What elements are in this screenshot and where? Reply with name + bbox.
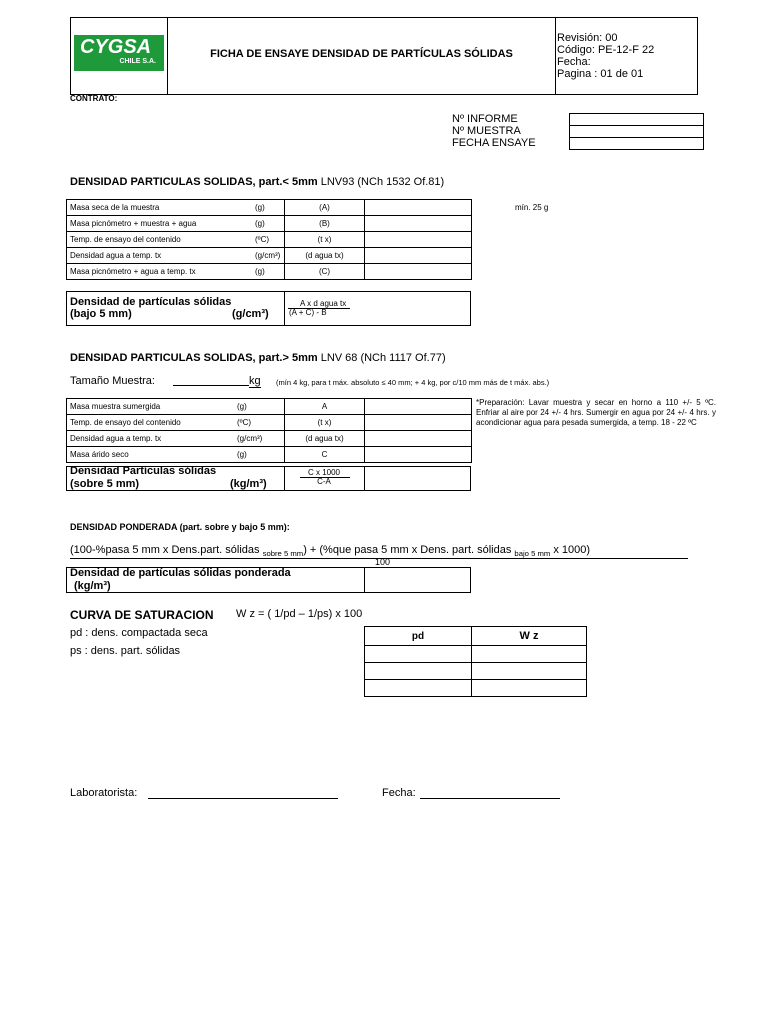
- section1-formula-bot: (A + C) - B: [289, 308, 327, 317]
- row-label-cell: [67, 415, 285, 431]
- preparation-note: *Preparación: Lavar muestra y secar en horno a 110 +/- 5 ºC. Enfriar al aire por 24 +/- 4 hrs. Sumergir en agua por 24 +/- 4 hrs. y acondicionar agua para pesada sumergida, a temp. 18 - 22 ºC: [476, 398, 716, 427]
- row-value-cell[interactable]: [365, 415, 472, 431]
- tamano-unit: kg: [249, 375, 261, 387]
- footer-fecha-field[interactable]: [420, 798, 560, 799]
- row-label-cell: [67, 248, 285, 264]
- section1-title-norm: LNV93 (NCh 1532 Of.81): [317, 176, 445, 188]
- section3-title: DENSIDAD PONDERADA (part. sobre y bajo 5 mm):: [70, 522, 290, 532]
- logo-text: CYGSA: [80, 36, 152, 58]
- revision-text: Revisión: 00: [557, 32, 618, 44]
- table-row: [67, 232, 472, 248]
- header-divider-2: [555, 17, 556, 95]
- section3-formula-sub2: bajo 5 mm: [514, 549, 551, 559]
- section3-formula-sub1: sobre 5 mm: [262, 549, 304, 559]
- row-label: Masa seca de la muestra: [70, 203, 160, 212]
- pd-definition: pd : dens. compactada seca: [70, 627, 208, 639]
- saturation-cell[interactable]: [472, 680, 587, 697]
- row-unit: (ºC): [237, 418, 252, 427]
- logo-subtext: CHILE S.A.: [119, 58, 156, 65]
- row-value-cell[interactable]: [365, 232, 472, 248]
- section4-title: CURVA DE SATURACION: [70, 608, 214, 622]
- row-symbol: (B): [285, 216, 365, 232]
- section3-formula-c: x 1000): [550, 544, 591, 556]
- section2-result-label-2: (sobre 5 mm): [70, 478, 140, 490]
- table-row: [67, 415, 472, 431]
- tamano-field[interactable]: [173, 385, 249, 386]
- row-label: Densidad agua a temp. tx: [70, 251, 162, 260]
- table-row: [67, 431, 472, 447]
- row-label-cell: [67, 200, 285, 216]
- min-mass-note: mín. 25 g: [515, 203, 549, 212]
- fecha-header-text: Fecha:: [557, 56, 591, 68]
- row-label: Masa picnómetro + muestra + agua: [70, 219, 197, 228]
- row-label-cell: [67, 216, 285, 232]
- row-value-cell[interactable]: [365, 200, 472, 216]
- row-value-cell[interactable]: [365, 447, 472, 463]
- section3-formula-b: ) + (%que pasa 5 mm x Dens. part. sólidas: [303, 544, 515, 556]
- section2-formula-top: C x 1000: [307, 468, 341, 477]
- row-label: Temp. de ensayo del contenido: [70, 235, 181, 244]
- row-unit: (g/cm³): [237, 434, 263, 443]
- footer-fecha-label: Fecha:: [382, 787, 416, 799]
- row-symbol: (t x): [285, 232, 365, 248]
- row-symbol: (C): [285, 264, 365, 280]
- section1-title-bold: DENSIDAD PARTICULAS SOLIDAS, part.< 5mm: [70, 176, 318, 188]
- row-symbol: C: [285, 447, 365, 463]
- table-row: [67, 447, 472, 463]
- row-symbol: A: [285, 399, 365, 415]
- muestra-label: Nº MUESTRA: [452, 125, 521, 137]
- section1-table: [66, 199, 472, 280]
- section2-title: [70, 352, 446, 364]
- section2-result-label-1: Densidad Partículas sólidas: [70, 465, 217, 477]
- row-unit: (ºC): [255, 235, 270, 244]
- tamano-label: Tamaño Muestra:: [70, 375, 155, 387]
- section2-table: [66, 398, 472, 463]
- row-value-cell[interactable]: [365, 431, 472, 447]
- section1-result-divider: [284, 291, 285, 326]
- contrato-label: CONTRATO:: [70, 94, 118, 103]
- saturation-cell[interactable]: [365, 663, 472, 680]
- section1-result-value[interactable]: [363, 292, 470, 325]
- row-label: Densidad agua a temp. tx: [70, 434, 162, 443]
- row-label-cell: [67, 264, 285, 280]
- section2-title-norm: LNV 68 (NCh 1117 Of.77): [317, 352, 446, 364]
- section4-formula: W z = ( 1/pd – 1/ps) x 100: [236, 608, 363, 620]
- saturation-table: [364, 626, 587, 697]
- row-unit: (g): [237, 402, 247, 411]
- table-row: [67, 248, 472, 264]
- table-row: [67, 216, 472, 232]
- informe-label: Nº INFORME: [452, 113, 518, 125]
- saturation-cell[interactable]: [365, 680, 472, 697]
- section1-result-unit: (g/cm³): [232, 308, 269, 320]
- section1-result-label-2: (bajo 5 mm): [70, 308, 132, 320]
- row-value-cell[interactable]: [365, 248, 472, 264]
- saturation-header-wz: W z: [472, 627, 587, 646]
- saturation-cell[interactable]: [472, 663, 587, 680]
- page-title: FICHA DE ENSAYE DENSIDAD DE PARTÍCULAS SÓLIDAS: [210, 48, 513, 60]
- row-label-cell: [67, 431, 285, 447]
- row-value-cell[interactable]: [365, 216, 472, 232]
- row-label: Temp. de ensayo del contenido: [70, 418, 181, 427]
- row-label: Masa picnómetro + agua a temp. tx: [70, 267, 196, 276]
- section2-result-divider-1: [284, 466, 285, 491]
- row-unit: (g): [237, 450, 247, 459]
- ps-definition: ps : dens. part. sólidas: [70, 645, 181, 657]
- row-value-cell[interactable]: [365, 264, 472, 280]
- saturation-header-pd: pd: [365, 627, 472, 646]
- section2-result-unit: (kg/m³): [230, 478, 267, 490]
- row-label-cell: [67, 399, 285, 415]
- section1-result-label-1: Densidad de partículas sólidas: [70, 296, 232, 308]
- section2-result-value[interactable]: [365, 467, 470, 490]
- laboratorista-field[interactable]: [148, 798, 338, 799]
- table-row: [67, 399, 472, 415]
- row-symbol: (t x): [285, 415, 365, 431]
- row-symbol: (A): [285, 200, 365, 216]
- fecha-ensaye-field[interactable]: [569, 137, 704, 150]
- table-row: [67, 200, 472, 216]
- row-symbol: (d agua tx): [285, 248, 365, 264]
- row-label: Masa árido seco: [70, 450, 129, 459]
- section2-formula-bot: C-A: [317, 477, 331, 486]
- fecha-ensaye-label: FECHA ENSAYE: [452, 137, 536, 149]
- table-row: [67, 264, 472, 280]
- row-symbol: (d agua tx): [285, 431, 365, 447]
- section3-result-value[interactable]: [365, 568, 470, 592]
- section3-result-label-2: (kg/m³): [74, 580, 111, 592]
- section2-title-bold: DENSIDAD PARTICULAS SOLIDAS, part.> 5mm: [70, 352, 318, 364]
- row-label-cell: [67, 232, 285, 248]
- laboratorista-label: Laboratorista:: [70, 787, 138, 799]
- row-label-cell: [67, 447, 285, 463]
- section3-divisor: 100: [375, 557, 391, 567]
- saturation-cell[interactable]: [365, 646, 472, 663]
- pagina-text: Pagina : 01 de 01: [557, 68, 644, 80]
- row-value-cell[interactable]: [365, 399, 472, 415]
- section3-formula-a: (100-%pasa 5 mm x Dens.part. sólidas: [70, 544, 263, 556]
- section1-title: [70, 176, 444, 188]
- row-unit: (g): [255, 267, 265, 276]
- row-unit: (g): [255, 203, 265, 212]
- section1-formula-top: A x d agua tx: [300, 299, 347, 308]
- row-label: Masa muestra sumergida: [70, 402, 161, 411]
- row-unit: (g): [255, 219, 265, 228]
- saturation-cell[interactable]: [472, 646, 587, 663]
- row-unit: (g/cm³): [255, 251, 281, 260]
- codigo-text: Código: PE-12-F 22: [557, 44, 655, 56]
- section3-result-label-1: Densidad de partículas sólidas ponderada: [70, 567, 291, 579]
- tamano-note: (mín 4 kg, para t máx. absoluto ≤ 40 mm; + 4 kg, por c/10 mm más de t máx. abs.): [276, 378, 550, 387]
- company-logo: [74, 35, 164, 71]
